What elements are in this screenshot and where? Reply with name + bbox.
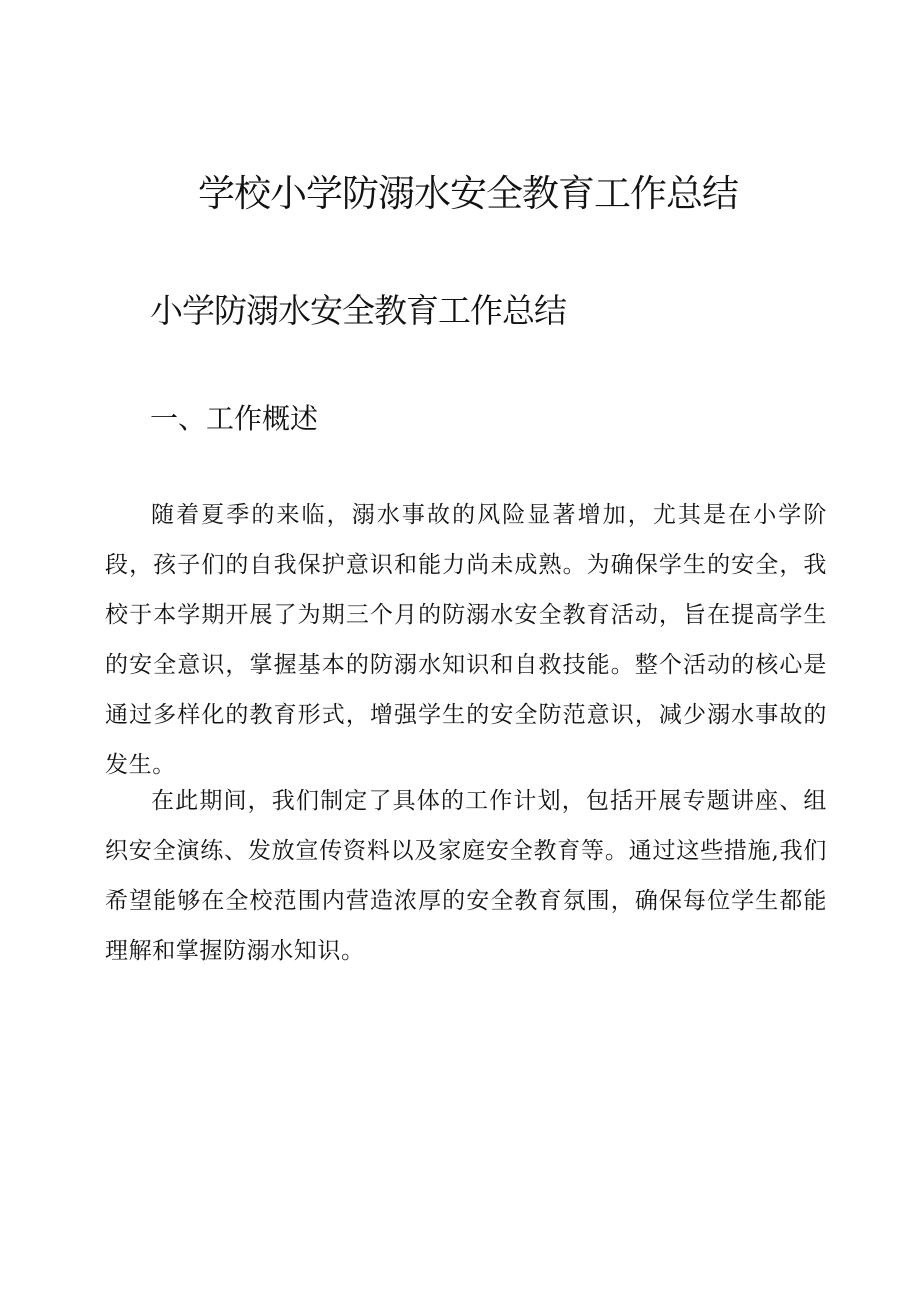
document-subtitle: 小学防溺水安全教育工作总结 — [150, 291, 566, 330]
section-heading-overview: 一、工作概述 — [150, 402, 319, 435]
paragraph: 在此期间，我们制定了具体的工作计划，包括开展专题讲座、组织安全演练、发放宣传资料以及家庭安全教育等。通过这些措施,我们希望能够在全校范围内营造浓厚的安全教育氛围，确保每位学生都能理解和掌握防溺水知识。 — [105, 788, 827, 964]
paragraph: 随着夏季的来临，溺水事故的风险显著增加，尤其是在小学阶段，孩子们的自我保护意识和能力尚未成熟。为确保学生的安全，我校于本学期开展了为期三个月的防溺水安全教育活动，旨在提高学生的安全意识，掌握基本的防溺水知识和自救技能。整个活动的核心是通过多样化的教育形式，增强学生的安全防范意识，减少溺水事故的发生。 — [105, 502, 827, 778]
document-title: 学校小学防溺水安全教育工作总结 — [198, 172, 738, 215]
